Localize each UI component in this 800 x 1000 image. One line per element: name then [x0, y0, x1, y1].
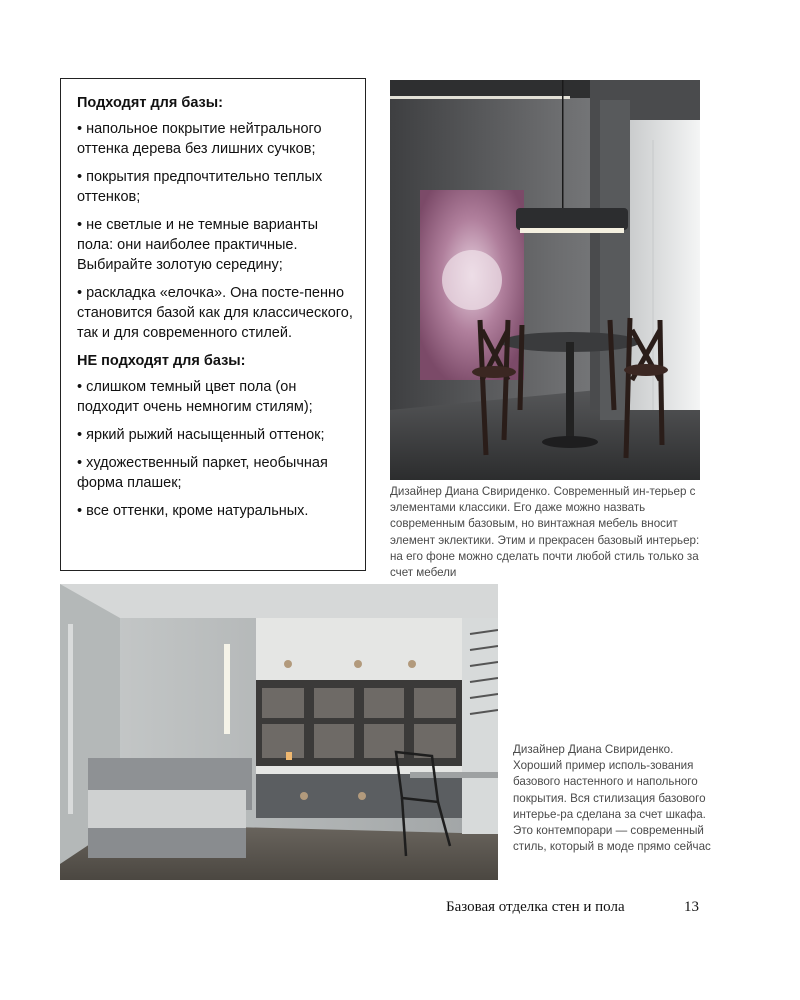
- list-item: • покрытия предпочтительно теплых оттенков;: [77, 169, 323, 205]
- list-item: • все оттенки, кроме натуральных.: [77, 503, 309, 519]
- running-footer-title: Базовая отделка стен и пола: [446, 899, 625, 915]
- list-item: • не светлые и не темные варианты пола: они наиболее практичные. Выбирайте золотую середину;: [77, 217, 319, 273]
- suitable-list: [77, 119, 353, 343]
- bottom-photo-caption: Дизайнер Диана Свириденко. Хороший пример исполь-зования базового настенного и напольного покрытия. Вся стилизация базового интерье-ра сделана за счет шкафа. Это контемпорари — современный стиль, который в моде прямо сейчас: [513, 743, 711, 854]
- top-photo-caption: Дизайнер Диана Свириденко. Современный ин-терьер с элементами классики. Его даже можно назвать современным базовым, но винтажная мебель вносит элемент эклектики. Этим и прекрасен базовый интерьер: на его фоне можно сделать почти любой стиль только за счет мебели: [390, 485, 700, 580]
- info-box: [60, 78, 366, 571]
- page-number: 13: [684, 899, 699, 915]
- list-item: • слишком темный цвет пола (он подходит очень немногим стилям);: [77, 379, 313, 415]
- unsuitable-list: [77, 377, 353, 521]
- suitable-heading: Подходят для базы:: [77, 95, 223, 111]
- list-item: • напольное покрытие нейтрального оттенка дерева без лишних сучков;: [77, 121, 322, 157]
- list-item: • яркий рыжий насыщенный оттенок;: [77, 427, 325, 443]
- list-item: • художественный паркет, необычная форма плашек;: [77, 455, 328, 491]
- dining-room-photo: [390, 80, 700, 480]
- unsuitable-heading: НЕ подходят для базы:: [77, 353, 246, 369]
- list-item: • раскладка «елочка». Она посте-пенно становится базой как для классического, так и для современного стилей.: [77, 285, 353, 341]
- bedroom-photo: [60, 584, 498, 880]
